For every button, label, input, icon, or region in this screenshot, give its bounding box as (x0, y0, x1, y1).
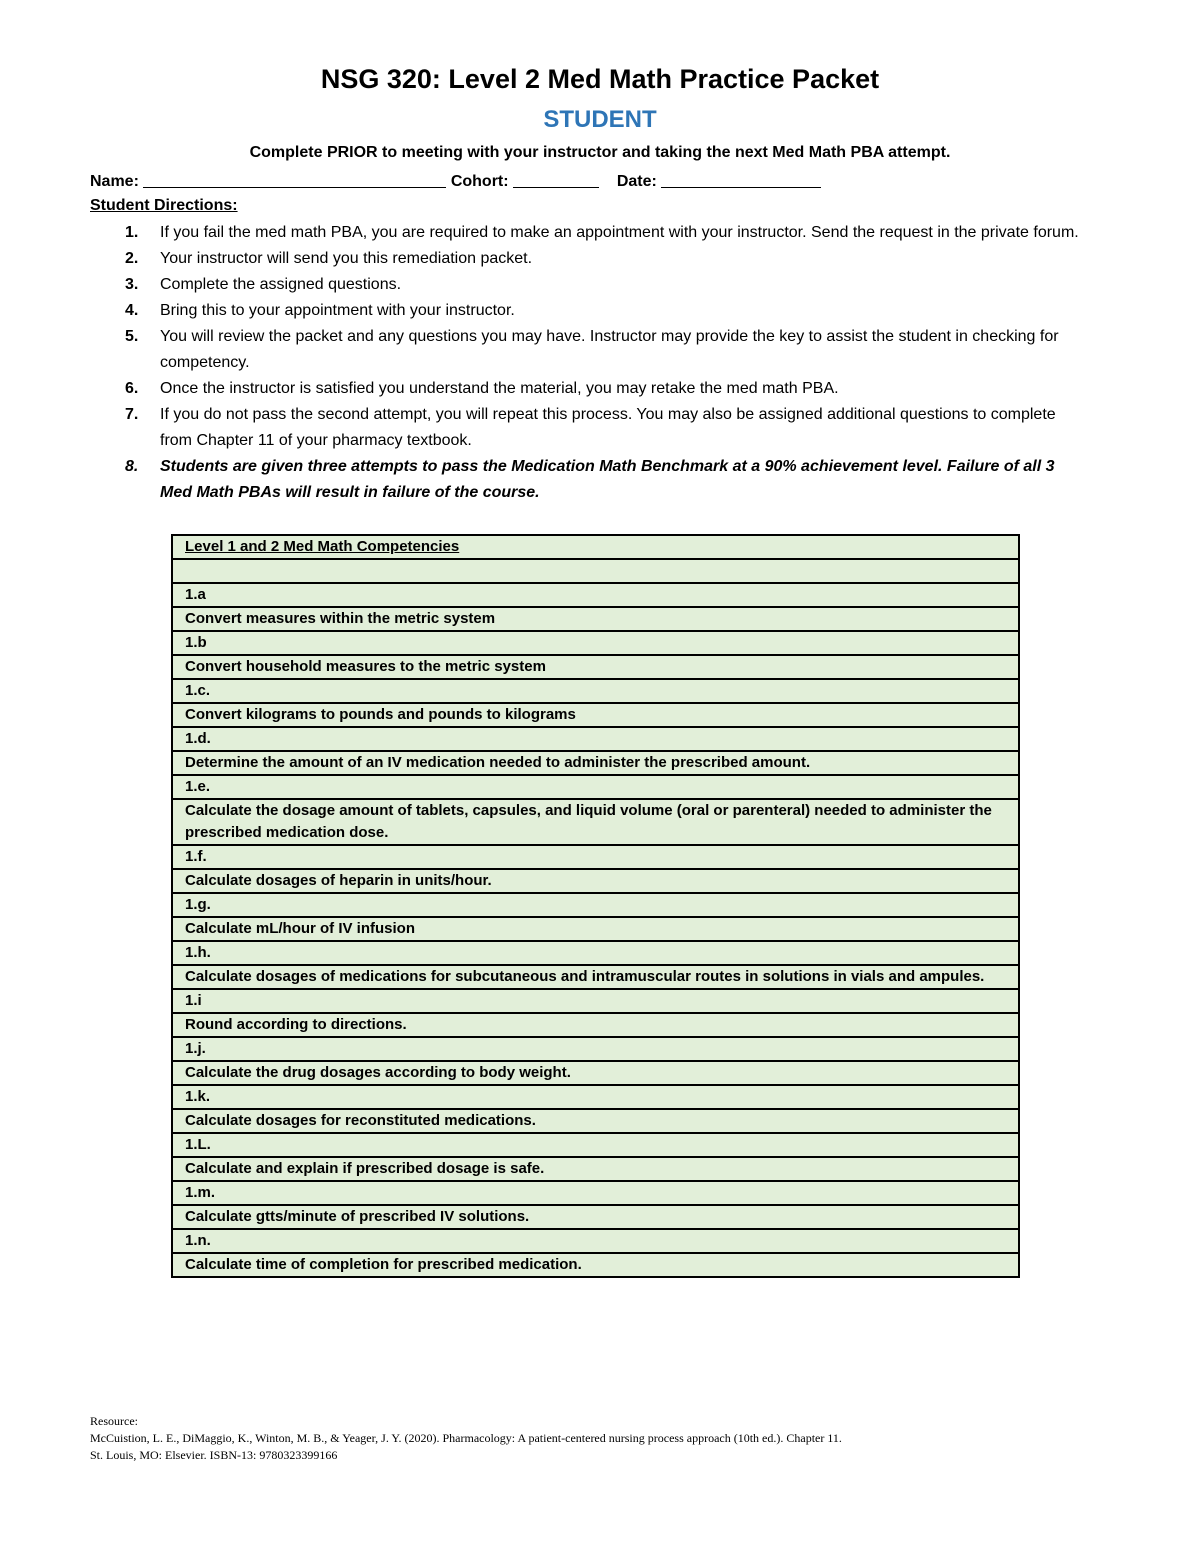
competency-cell: Convert kilograms to pounds and pounds to kilograms (172, 703, 1019, 727)
competency-cell: Calculate and explain if prescribed dosage is safe. (172, 1157, 1019, 1181)
table-row (172, 1229, 1019, 1253)
resource-label: Resource: (90, 1414, 138, 1428)
competency-cell: Convert household measures to the metric system (172, 655, 1019, 679)
competency-cell: 1.a (172, 583, 1019, 607)
competency-cell: 1.i (172, 989, 1019, 1013)
name-label: Name: (90, 173, 139, 190)
document-title: NSG 320: Level 2 Med Math Practice Packet (320, 64, 880, 94)
direction-item: 7. If you do not pass the second attempt, you will repeat this process. You may also be assigned additional questions to complete from Chapter 11 of your pharmacy textbook. (125, 406, 1056, 449)
competency-cell: Calculate dosages of heparin in units/hour. (172, 869, 1019, 893)
competency-cell: 1.L. (172, 1133, 1019, 1157)
cohort-label: Cohort: (450, 173, 509, 190)
competency-cell: Calculate mL/hour of IV infusion (172, 917, 1019, 941)
table-row (172, 1013, 1019, 1037)
table-row (172, 655, 1019, 679)
table-row (172, 751, 1019, 775)
directions-heading: Student Directions: (90, 197, 238, 214)
table-row (172, 1133, 1019, 1157)
table-row (172, 607, 1019, 631)
table-row (172, 559, 1019, 583)
competency-cell: Round according to directions. (172, 1013, 1019, 1037)
competency-cell: Calculate gtts/minute of prescribed IV solutions. (172, 1205, 1019, 1229)
date-field[interactable] (661, 171, 821, 188)
table-row (172, 727, 1019, 751)
competency-cell: 1.g. (172, 893, 1019, 917)
date-label: Date: (616, 173, 657, 190)
directions-list (90, 220, 1090, 506)
direction-item: 5. You will review the packet and any questions you may have. Instructor may provide the key to assist the student in checking for competency. (125, 328, 1059, 371)
table-row (172, 679, 1019, 703)
table-row (172, 941, 1019, 965)
competency-cell: Determine the amount of an IV medication needed to administer the prescribed amount. (172, 751, 1019, 775)
competency-cell: 1.e. (172, 775, 1019, 799)
table-row (172, 1253, 1019, 1277)
competency-cell: 1.h. (172, 941, 1019, 965)
student-info-line (90, 171, 821, 191)
table-row (172, 917, 1019, 941)
table-row (172, 1109, 1019, 1133)
table-row (172, 775, 1019, 799)
competency-cell: 1.n. (172, 1229, 1019, 1253)
table-row (172, 845, 1019, 869)
competency-cell: Calculate time of completion for prescribed medication. (172, 1253, 1019, 1277)
table-row (172, 535, 1019, 559)
competencies-header: Level 1 and 2 Med Math Competencies (172, 535, 1019, 559)
competency-cell: Calculate the drug dosages according to body weight. (172, 1061, 1019, 1085)
competency-cell: Calculate the dosage amount of tablets, capsules, and liquid volume (oral or parenteral) needed to administer the prescribed medication dose. (172, 799, 1019, 845)
resource-citation (90, 1413, 1130, 1464)
table-row (172, 1205, 1019, 1229)
direction-item: 4. Bring this to your appointment with your instructor. (125, 302, 515, 319)
table-row (172, 583, 1019, 607)
document-subtitle: STUDENT (543, 106, 657, 133)
table-row (172, 1181, 1019, 1205)
competency-cell: 1.d. (172, 727, 1019, 751)
direction-item: 3. Complete the assigned questions. (125, 276, 402, 293)
cohort-field[interactable] (513, 171, 599, 188)
competency-cell: 1.j. (172, 1037, 1019, 1061)
table-row (172, 1061, 1019, 1085)
competency-cell: Calculate dosages of medications for subcutaneous and intramuscular routes in solutions in vials and ampules. (172, 965, 1019, 989)
competencies-table (171, 534, 1020, 1278)
table-row (172, 965, 1019, 989)
table-row (172, 869, 1019, 893)
resource-line: St. Louis, MO: Elsevier. ISBN-13: 9780323399166 (90, 1448, 338, 1462)
table-row (172, 1037, 1019, 1061)
competency-cell: Convert measures within the metric system (172, 607, 1019, 631)
resource-line: McCuistion, L. E., DiMaggio, K., Winton, M. B., & Yeager, J. Y. (2020). Pharmacology: A patient-centered nursing process approach (10th ed.). Chapter 11. (90, 1431, 842, 1445)
table-row (172, 1085, 1019, 1109)
competency-cell: 1.c. (172, 679, 1019, 703)
table-row (172, 703, 1019, 727)
table-row (172, 631, 1019, 655)
name-field[interactable] (143, 171, 446, 188)
table-row (172, 989, 1019, 1013)
table-row (172, 1157, 1019, 1181)
competency-cell: 1.k. (172, 1085, 1019, 1109)
competency-cell: 1.b (172, 631, 1019, 655)
direction-item: 6. Once the instructor is satisfied you understand the material, you may retake the med math PBA. (125, 380, 839, 397)
instruction-line: Complete PRIOR to meeting with your instructor and taking the next Med Math PBA attempt. (249, 144, 951, 161)
table-row (172, 893, 1019, 917)
direction-item-emphasis: 8. Students are given three attempts to pass the Medication Math Benchmark at a 90% achievement level. Failure of all 3 Med Math PBAs will result in failure of the course. (125, 458, 1055, 501)
competency-cell: 1.m. (172, 1181, 1019, 1205)
direction-item: 2. Your instructor will send you this remediation packet. (125, 250, 533, 267)
table-row (172, 799, 1019, 845)
competency-cell: Calculate dosages for reconstituted medications. (172, 1109, 1019, 1133)
direction-item: 1. If you fail the med math PBA, you are required to make an appointment with your instructor. Send the request in the private forum. (125, 224, 1079, 241)
competency-cell: 1.f. (172, 845, 1019, 869)
competency-cell (172, 559, 1019, 583)
